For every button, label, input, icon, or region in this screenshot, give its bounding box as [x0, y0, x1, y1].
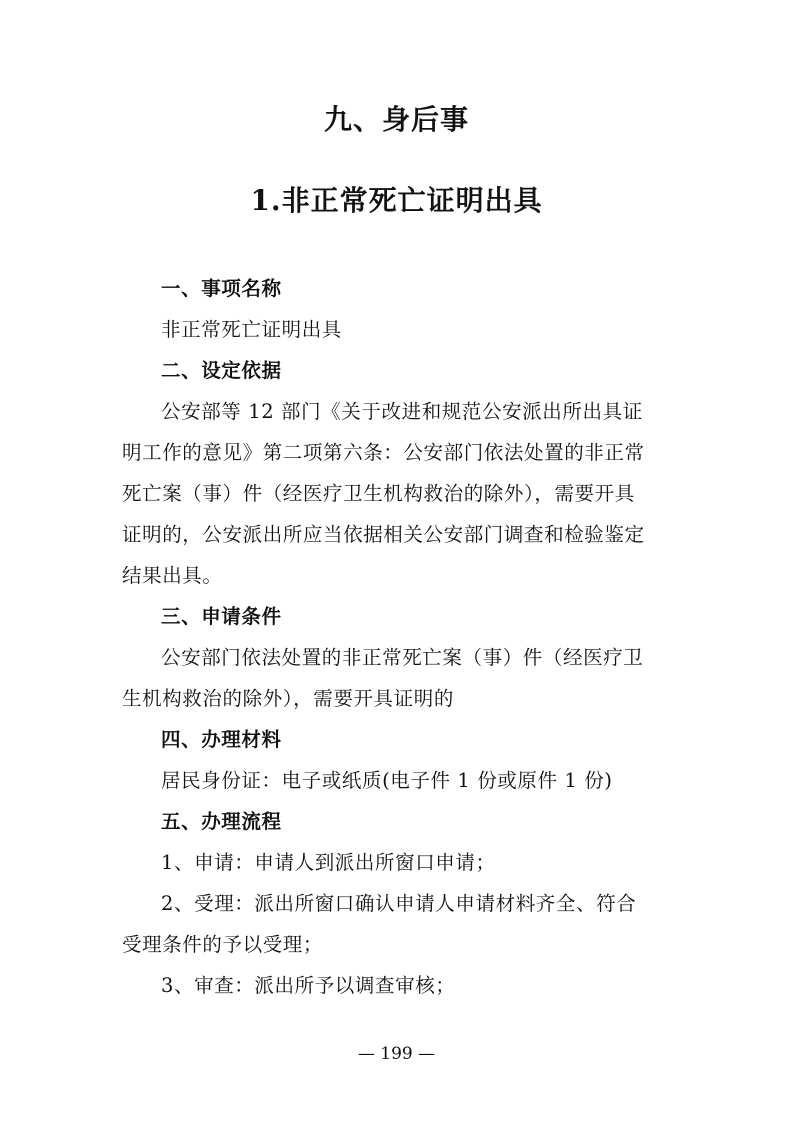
conditions-line: 公安部门依法处置的非正常死亡案（事）件（经医疗卫: [161, 646, 644, 669]
materials-text: 居民身份证：电子或纸质(电子件 1 份或原件 1 份): [161, 769, 613, 792]
section-heading-conditions: 三、申请条件: [161, 605, 282, 628]
section-heading-legal-basis: 二、设定依据: [161, 359, 282, 382]
process-step: 1、申请：申请人到派出所窗口申请；: [161, 851, 496, 874]
process-step: 2、受理：派出所窗口确认申请人申请材料齐全、符合: [161, 892, 637, 915]
section-heading-item-name: 一、事项名称: [161, 277, 282, 300]
section-heading-process: 五、办理流程: [161, 810, 282, 833]
legal-basis-line: 结果出具。: [122, 564, 223, 587]
document-body: [122, 268, 677, 1006]
process-step: 3、审查：派出所予以调查审核；: [161, 974, 456, 997]
legal-basis-line: 公安部等 12 部门《关于改进和规范公安派出所出具证: [161, 400, 643, 423]
chapter-title: 九、身后事: [323, 103, 469, 136]
item-name-text: 非正常死亡证明出具: [161, 318, 342, 341]
legal-basis-line: 证明的，公安派出所应当依据相关公安部门调查和检验鉴定: [122, 523, 645, 546]
legal-basis-line: 明工作的意见》第二项第六条：公安部门依法处置的非正常: [122, 441, 645, 464]
legal-basis-line: 死亡案（事）件（经医疗卫生机构救治的除外），需要开具: [122, 482, 635, 505]
page-number: — 199 —: [357, 1044, 436, 1064]
process-step: 受理条件的予以受理；: [122, 933, 324, 956]
document-title: 1.非正常死亡证明出具: [250, 184, 543, 217]
conditions-line: 生机构救治的除外），需要开具证明的: [122, 687, 454, 710]
section-heading-materials: 四、办理材料: [161, 728, 282, 751]
